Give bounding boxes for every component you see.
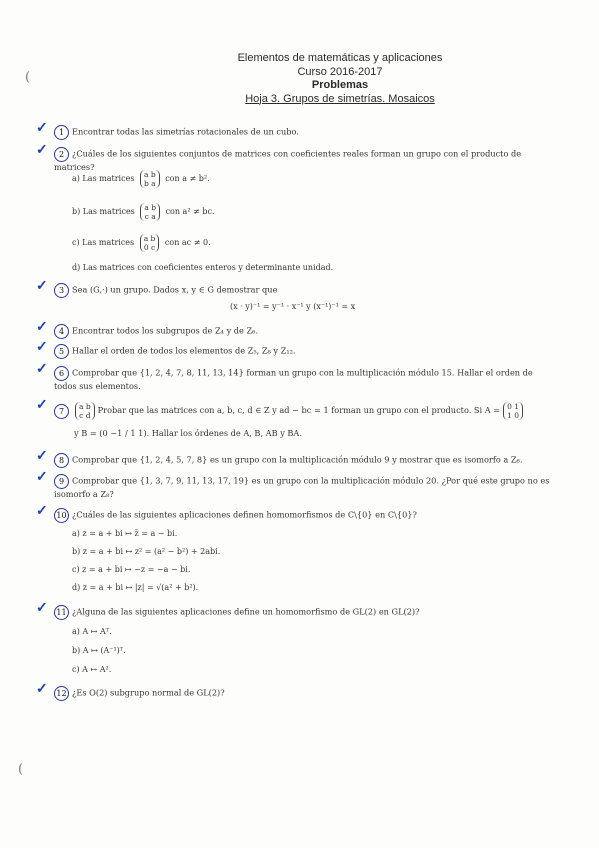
problem-text: Sea (G,·) un grupo. Dados x, y ∈ G demostrar que: [72, 284, 278, 295]
problem-text: Encontrar todas las simetrías rotacionales de un cubo.: [72, 126, 299, 137]
p10-item-a: a) z = a + bi ↦ z̄ = a − bi.: [72, 529, 178, 538]
checkmark-icon: ✓: [36, 681, 48, 697]
problem-4: [36, 319, 554, 339]
p10-item-b: b) z = a + bi ↦ z² = (a² − b²) + 2abi.: [72, 547, 221, 556]
problem-text: Encontrar todos los subgrupos de Z₄ y de Z₆.: [72, 325, 259, 336]
matrix-a: 0 1 1 0: [503, 402, 523, 420]
p2-item-b: b) Las matrices a b c a con a² ≠ bc.: [72, 203, 215, 221]
checkmark-icon: ✓: [36, 319, 48, 335]
problem-number: 8: [54, 453, 69, 468]
problem-7-cont: y B = (0 −1 / 1 1). Hallar los órdenes de A, B, AB y BA.: [74, 428, 302, 438]
problem-1: [36, 120, 554, 140]
p10-item-c: c) z = a + bi ↦ −z = −a − bi.: [72, 565, 191, 574]
punch-mark: (: [18, 762, 24, 777]
problem-6: [36, 361, 554, 392]
problem-5: [36, 339, 554, 359]
problem-number: 9: [54, 474, 69, 489]
checkmark-icon: ✓: [36, 361, 48, 377]
problem-number: 5: [54, 344, 69, 359]
problem-text: ¿Cuáles de los siguientes conjuntos de matrices con coeficientes reales forman un grupo con el producto de matrices?: [54, 148, 522, 172]
course-line: Curso 2016-2017: [297, 65, 383, 78]
checkmark-icon: ✓: [36, 469, 48, 485]
problem-number: 10: [54, 508, 69, 523]
section-title: Problemas: [311, 79, 369, 91]
checkmark-icon: ✓: [36, 600, 48, 616]
problem-number: 2: [54, 147, 69, 162]
sheet-subtitle: Hoja 3. Grupos de simetrías. Mosaicos: [245, 92, 435, 105]
checkmark-icon: ✓: [36, 339, 48, 355]
problem-12: [36, 681, 554, 701]
problem-11: [36, 600, 554, 620]
checkmark-icon: ✓: [36, 278, 48, 294]
checkmark-icon: ✓: [36, 503, 48, 519]
problem-number: 7: [54, 404, 69, 419]
checkmark-icon: ✓: [36, 448, 48, 464]
problem-number: 1: [54, 125, 69, 140]
checkmark-icon: ✓: [36, 397, 48, 413]
problem-number: 4: [54, 324, 69, 339]
problem-10: [36, 503, 554, 523]
matrix: a b 0 c: [140, 234, 160, 252]
p3-formula: (x · y)⁻¹ = y⁻¹ · x⁻¹ y (x⁻¹)⁻¹ = x: [230, 302, 356, 311]
problem-text: Comprobar que {1, 3, 7, 9, 11, 13, 17, 19} es un grupo con la multiplicación módulo 20. ¿Por qué este grupo no es isomorfo a Z₈?: [54, 475, 550, 499]
problem-8: [36, 448, 554, 468]
problem-text: ¿Cuáles de las siguientes aplicaciones definen homomorfismos de C\{0} en C\{0}?: [72, 509, 417, 520]
problem-text: Comprobar que {1, 2, 4, 7, 8, 11, 13, 14} forman un grupo con la multiplicación módulo 15. Hallar el orden de todos sus elementos.: [54, 367, 533, 391]
problem-text: ¿Alguna de las siguientes aplicaciones define un homomorfismo de GL(2) en GL(2)?: [72, 606, 420, 617]
doc-title: Elementos de matemáticas y aplicaciones: [237, 52, 443, 64]
problem-text: Probar que las matrices con a, b, c, d ∈ Z y ad − bc = 1 forman un grupo con el producto. Si A =: [97, 405, 501, 415]
problem-text: Comprobar que {1, 2, 4, 5, 7, 8} es un grupo con la multiplicación módulo 9 y mostrar que es isomorfo a Z₆.: [72, 454, 523, 465]
header: [150, 52, 530, 106]
problem-7: [36, 397, 554, 420]
matrix: a b c d: [75, 402, 95, 420]
problem-text: Hallar el orden de todos los elementos de Z₅, Z₈ y Z₁₂.: [72, 345, 296, 356]
punch-mark: (: [25, 70, 31, 85]
problem-number: 3: [54, 283, 69, 298]
matrix: a b b a: [140, 170, 160, 188]
problem-number: 12: [54, 686, 69, 701]
checkmark-icon: ✓: [36, 142, 48, 158]
p10-item-d: d) z = a + bi ↦ |z| = √(a² + b²).: [72, 583, 199, 592]
p11-item-c: c) A ↦ A².: [72, 665, 112, 674]
problem-3: [36, 278, 554, 298]
matrix: a b c a: [140, 203, 160, 221]
problem-9: [36, 469, 554, 500]
p2-item-d: d) Las matrices con coeficientes enteros y determinante unidad.: [72, 263, 334, 272]
problem-number: 11: [54, 605, 69, 620]
p11-item-a: a) A ↦ Aᵀ.: [72, 627, 112, 636]
problem-text: ¿Es O(2) subgrupo normal de GL(2)?: [72, 687, 225, 698]
p2-item-c: c) Las matrices a b 0 c con ac ≠ 0.: [72, 234, 211, 252]
checkmark-icon: ✓: [36, 120, 48, 136]
p2-item-a: a) Las matrices a b b a con a ≠ b².: [72, 170, 210, 188]
p11-item-b: b) A ↦ (A⁻¹)ᵀ.: [72, 646, 126, 655]
problem-number: 6: [54, 366, 69, 381]
